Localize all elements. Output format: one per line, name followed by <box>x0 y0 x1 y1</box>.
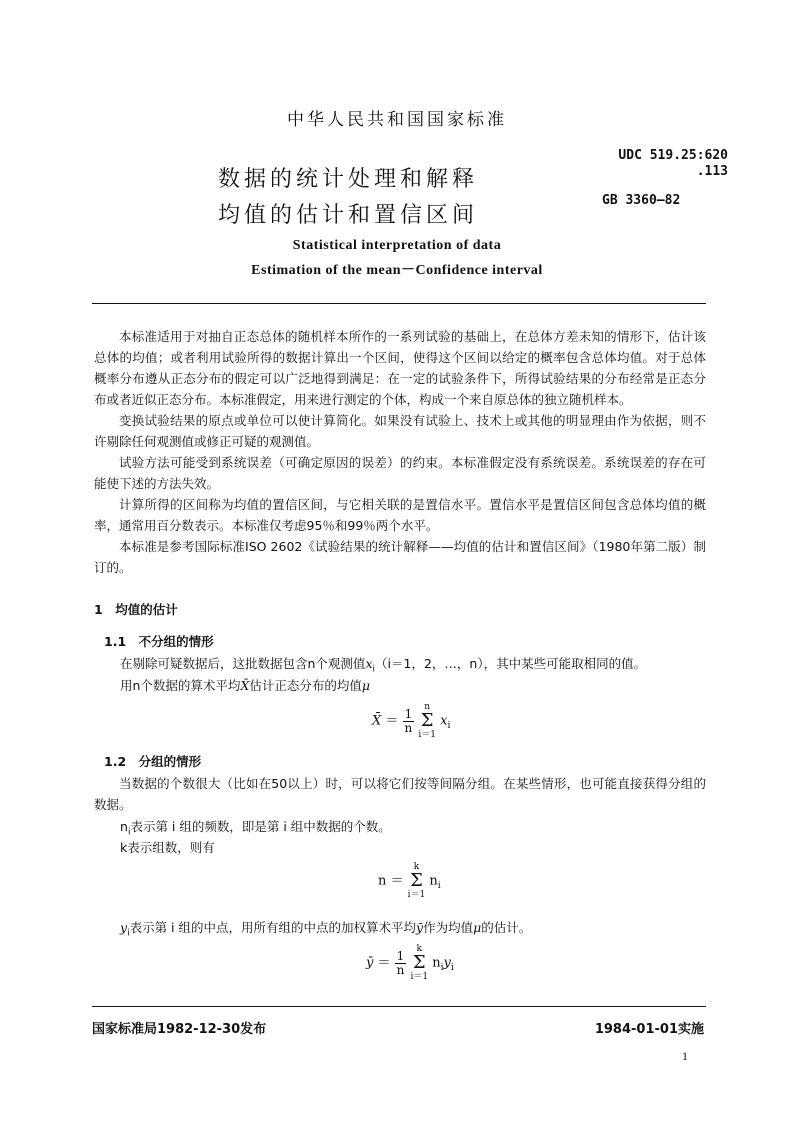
chinese-title-line-2: 均值的估计和置信区间 <box>218 203 479 228</box>
var-xbar: X̄ <box>240 678 250 693</box>
fraction <box>395 950 407 977</box>
section-1-2-text <box>94 773 706 815</box>
formula-eq: ＝ <box>385 713 399 729</box>
sum-top: n <box>424 702 431 712</box>
sum-bottom: i＝1 <box>407 890 426 900</box>
var-ybar: ȳ <box>416 920 424 935</box>
term-sub: i <box>437 881 441 892</box>
k-definition: k表示组数，则有 <box>120 840 215 855</box>
var-mu: μ <box>473 920 482 935</box>
term-n-sub: i <box>440 963 444 974</box>
section-1-1-line-2 <box>120 676 370 694</box>
gb-code: GB 3360—82 <box>602 193 681 208</box>
section-1-1-heading: 1.1 不分组的情形 <box>104 634 214 649</box>
sigma: Σ <box>412 952 426 973</box>
denominator: n <box>404 720 413 735</box>
summation <box>418 702 436 740</box>
section-1-1-line-1 <box>120 654 646 675</box>
section-1-2-heading: 1.2 分组的情形 <box>104 754 202 769</box>
text: 用n个数据的算术平均 <box>120 678 241 693</box>
var-n-sub: i <box>127 827 131 838</box>
summation <box>408 862 426 900</box>
numerator: 1 <box>396 948 405 963</box>
footer-divider <box>92 1006 706 1007</box>
english-title-line-1: Statistical interpretation of data <box>292 238 502 253</box>
term-y: y <box>443 955 451 971</box>
effective-date: 1984-01-01实施 <box>594 1022 704 1037</box>
intro-paragraph-3: 试验方法可能受到系统误差（可确定原因的误差）的约束。本标准假定没有系统误差。系统误差的存在可能使下述的方法失效。 <box>94 455 706 491</box>
formula-lhs: n <box>378 873 387 889</box>
intro-paragraph-5: 本标准是参考国际标准ISO 2602《试验结果的统计解释——均值的估计和置信区间》（1980年第二版）制订的。 <box>94 539 706 575</box>
formula-n-total <box>378 862 441 900</box>
var-x-sub: i <box>372 664 376 675</box>
text: 作为均值 <box>423 920 474 935</box>
formula-eq: ＝ <box>377 955 391 971</box>
formula-lhs: X̄ <box>372 713 382 729</box>
udc-code <box>618 148 728 180</box>
formula-lhs: ȳ <box>366 955 374 971</box>
section-1-heading: 1 均值的估计 <box>94 602 178 617</box>
udc-line-2: .113 <box>696 164 728 179</box>
sum-top: k <box>416 944 422 954</box>
term: x <box>440 713 448 729</box>
sum-bottom: i＝1 <box>410 972 429 982</box>
denominator: n <box>396 962 405 977</box>
summation <box>410 944 428 982</box>
numerator: 1 <box>404 706 413 721</box>
sum-top: k <box>413 862 420 872</box>
fraction <box>403 708 415 735</box>
var-mu: μ <box>361 678 370 693</box>
term-sub: i <box>447 721 451 732</box>
term-n: n <box>432 955 441 971</box>
text: 估计正态分布的均值 <box>249 678 362 693</box>
sigma: Σ <box>420 710 434 731</box>
english-title-line-2: Estimation of the mean－Confidence interval <box>251 263 543 278</box>
page-number: 1 <box>682 1049 688 1063</box>
intro-paragraph-4: 计算所得的区间称为均值的置信区间，与它相关联的是置信水平。置信水平是置信区间包含总体均值的概率，通常用百分数表示。本标准仅考虑95％和99％两个水平。 <box>94 497 706 533</box>
sum-bottom: i＝1 <box>418 730 436 740</box>
var-x: x <box>365 656 373 671</box>
issue-date: 国家标准局1982-12-30发布 <box>92 1022 267 1037</box>
var-y: y <box>120 920 128 935</box>
chinese-title-line-1: 数据的统计处理和解释 <box>218 167 479 192</box>
term-y-sub: i <box>450 963 454 974</box>
text: （i＝1，2，…，n），其中某些可能取相同的值。 <box>375 656 647 671</box>
udc-line-1: UDC 519.25:620 <box>618 148 728 163</box>
formula-eq: ＝ <box>390 873 404 889</box>
section-1-2-paragraph: 当数据的个数很大（比如在50以上）时，可以将它们按等间隔分组。在某些情形，也可能直接获得分组的数据。 <box>94 776 706 812</box>
intro-paragraph-2: 变换试验结果的原点或单位可以使计算简化。如果没有试验上、技术上或其他的明显理由作为依据，则不许剔除任何观测值或修正可疑的观测值。 <box>94 413 706 449</box>
formula-weighted-mean <box>366 944 454 982</box>
term: n <box>429 873 438 889</box>
var-y-sub: i <box>127 928 130 939</box>
ni-definition <box>120 817 391 838</box>
intro-paragraph-1: 本标准适用于对抽自正态总体的随机样本所作的一系列试验的基础上，在总体方差未知的情形下，估计该总体的均值；或者利用试验所得的数据计算出一个区间，使得这个区间以给定的概率包含总体均值。对于总体概率分布遵从正态分布的假定可以广泛地得到满足：在一定的试验条件下，所得试验结果的分布经常是正态分布或者近似正态分布。本标准假定，用来进行测定的个体，构成一个来自原总体的独立随机样本。 <box>94 329 706 407</box>
intro-text <box>94 326 706 578</box>
text: 表示第 i 组的中点，用所有组的中点的加权算术平均 <box>129 920 416 935</box>
sigma: Σ <box>410 870 423 891</box>
text: 在剔除可疑数据后，这批数据包含n个观测值 <box>120 656 366 671</box>
header-divider <box>92 303 706 304</box>
text: 表示第 i 组的频数，即是第 i 组中数据的个数。 <box>130 819 391 834</box>
yi-definition <box>120 918 531 939</box>
national-standard-title: 中华人民共和国国家标准 <box>287 110 507 130</box>
var-n: n <box>120 819 128 834</box>
formula-mean <box>372 702 450 740</box>
text: 的估计。 <box>481 920 532 935</box>
